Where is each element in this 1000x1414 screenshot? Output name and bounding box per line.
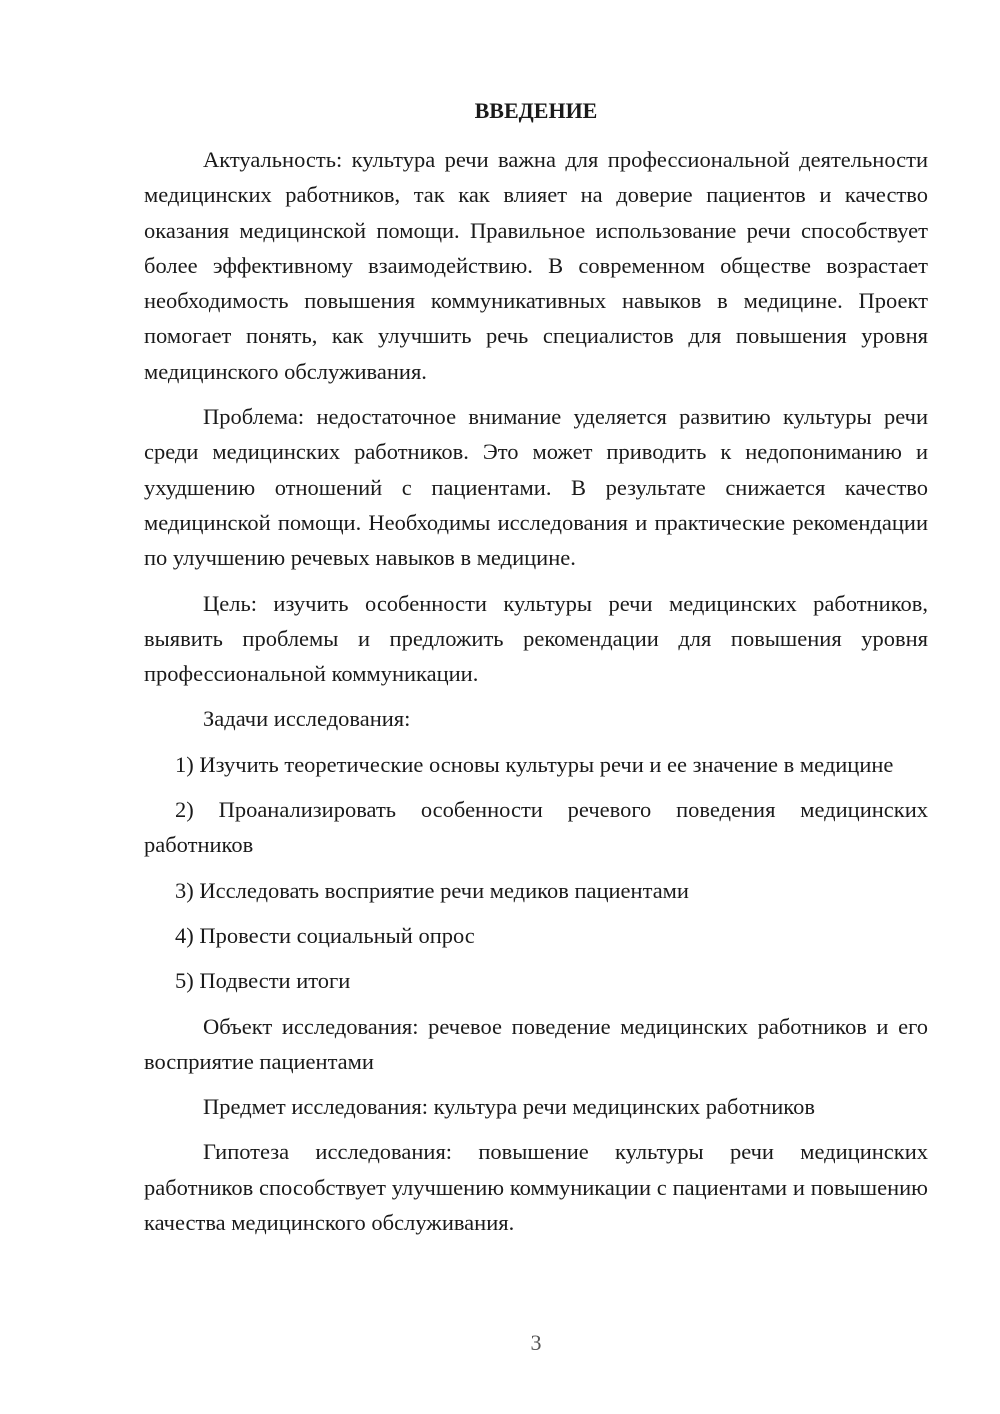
hypothesis-paragraph: Гипотеза исследования: повышение культуры речи медицинских работников способствует улучшению коммуникации с пациентами и повышению качества медицинского обслуживания. [144,1139,928,1236]
goal-paragraph: Цель: изучить особенности культуры речи медицинских работников, выявить проблемы и предложить рекомендации для повышения уровня профессиональной коммуникации. [144,590,928,687]
task-item-3: 3) Исследовать восприятие речи медиков пациентами [175,877,689,903]
task-item-5: 5) Подвести итоги [175,968,351,994]
relevance-paragraph: Актуальность: культура речи важна для профессиональной деятельности медицинских работников, так как влияет на доверие пациентов и качество оказания медицинской помощи. Правильное использование речи способствует более эффективному взаимодействию. В современном обществе возрастает необходимость повышения коммуникативных навыков в медицине. Проект помогает понять, как улучшить речь специалистов для повышения уровня медицинского обслуживания. [144,147,928,384]
problem-paragraph: Проблема: недостаточное внимание уделяется развитию культуры речи среди медицинских работников. Это может приводить к недопониманию и ухудшению отношений с пациентами. В результате снижается качество медицинской помощи. Необходимы исследования и практические рекомендации по улучшению речевых навыков в медицине. [144,404,928,571]
page-number: 3 [530,1330,542,1355]
task-item-4: 4) Провести социальный опрос [175,922,475,948]
subject-paragraph: Предмет исследования: культура речи медицинских работников [203,1094,815,1120]
object-paragraph: Объект исследования: речевое поведение медицинских работников и его восприятие пациентами [144,1013,928,1074]
section-heading: ВВЕДЕНИЕ [474,98,598,123]
task-item-2: 2) Проанализировать особенности речевого поведения медицинских работников [144,797,928,858]
document-page [144,94,928,1250]
tasks-title: Задачи исследования: [203,706,411,732]
task-item-1: 1) Изучить теоретические основы культуры речи и ее значение в медицине [175,751,894,777]
